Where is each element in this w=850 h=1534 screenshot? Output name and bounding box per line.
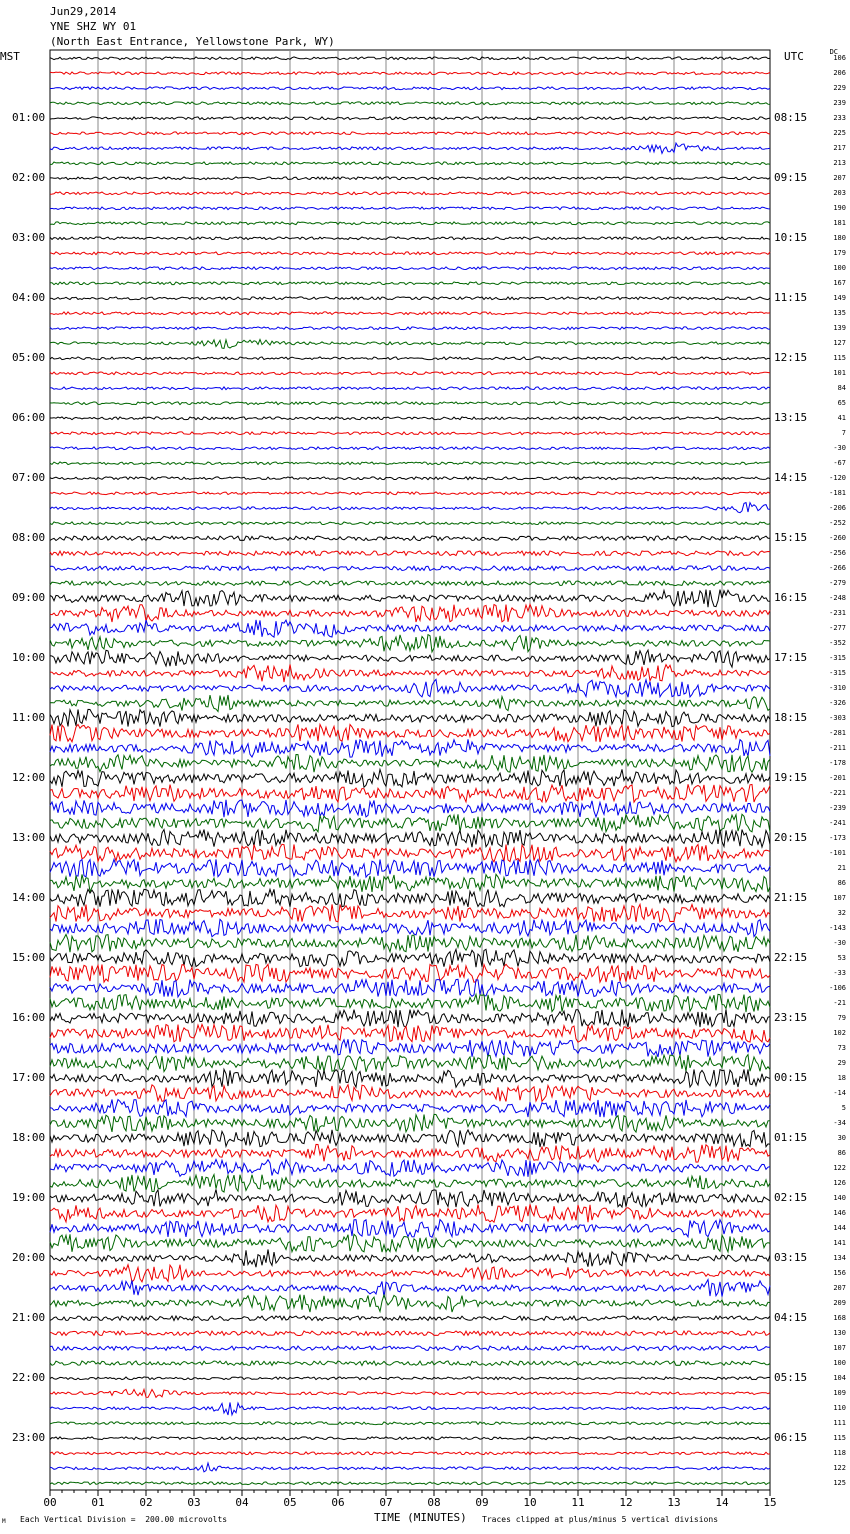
dc-offset-label: 84	[837, 384, 846, 393]
dc-offset-label: -248	[829, 594, 846, 603]
dc-offset-label: -30	[833, 939, 846, 948]
x-tick-label: 08	[427, 1496, 441, 1509]
trace-line	[50, 536, 770, 541]
dc-offset-label: 134	[833, 1254, 846, 1263]
trace-line	[50, 492, 770, 495]
mst-hour-label: 04:00	[12, 291, 46, 305]
trace-line	[50, 477, 770, 480]
dc-offset-label: -181	[829, 489, 846, 498]
dc-offset-label: 140	[833, 1194, 846, 1203]
dc-offset-label: 146	[833, 1209, 846, 1218]
trace-line	[50, 1100, 770, 1118]
dc-offset-label: 213	[833, 159, 846, 168]
x-tick-label: 12	[619, 1496, 633, 1509]
trace-line	[50, 635, 770, 652]
mst-hour-label: 19:00	[12, 1191, 46, 1205]
x-tick-label: 07	[379, 1496, 393, 1509]
trace-line	[50, 604, 770, 622]
x-tick-label: 13	[667, 1496, 681, 1509]
utc-hour-label: 23:15	[774, 1011, 808, 1025]
dc-offset-label: 180	[833, 234, 846, 243]
trace-line	[50, 874, 770, 892]
trace-line	[50, 402, 770, 405]
dc-offset-label: 107	[833, 1344, 846, 1353]
trace-line	[50, 192, 770, 195]
trace-line	[50, 1189, 770, 1207]
trace-line	[50, 1010, 770, 1028]
trace-line	[50, 1422, 770, 1425]
mst-hour-label: 11:00	[12, 711, 46, 725]
x-tick-label: 15	[763, 1496, 777, 1509]
dc-offset-label: -201	[829, 774, 846, 783]
utc-hour-label: 21:15	[774, 891, 808, 905]
dc-offset-label: 122	[833, 1164, 846, 1173]
trace-line	[50, 1024, 770, 1042]
dc-offset-label: 109	[833, 1389, 846, 1398]
dc-offset-label: -279	[829, 579, 846, 588]
utc-hour-label: 15:15	[774, 531, 808, 545]
trace-line	[50, 327, 770, 330]
trace-line	[50, 222, 770, 225]
dc-offset-label: 86	[837, 1149, 846, 1158]
mst-hour-label: 23:00	[12, 1431, 46, 1445]
dc-offset-label: 102	[833, 1029, 846, 1038]
mst-hour-label: 22:00	[12, 1371, 46, 1385]
mst-hour-label: 16:00	[12, 1011, 46, 1025]
trace-line	[50, 650, 770, 667]
x-tick-label: 04	[235, 1496, 249, 1509]
mst-hour-label: 15:00	[12, 951, 46, 965]
trace-line	[50, 387, 770, 390]
dc-offset-label: 209	[833, 1299, 846, 1308]
trace-line	[50, 1452, 770, 1455]
dc-offset-label: -252	[829, 519, 846, 528]
trace-line	[50, 72, 770, 75]
trace-line	[50, 1265, 770, 1282]
mst-hour-label: 08:00	[12, 531, 46, 545]
dc-offset-label: -206	[829, 504, 846, 513]
station-id: YNE SHZ WY 01	[50, 20, 137, 33]
dc-offset-label: 206	[833, 69, 846, 78]
dc-offset-label: 225	[833, 129, 846, 138]
trace-line	[50, 964, 770, 982]
dc-offset-label: 32	[837, 909, 846, 918]
dc-offset-label: 21	[837, 864, 846, 873]
trace-line	[50, 994, 770, 1012]
trace-line	[50, 739, 770, 757]
trace-line	[50, 1463, 770, 1472]
dc-title: DC	[829, 48, 838, 56]
trace-line	[50, 814, 770, 832]
dc-offset-label: -33	[833, 969, 846, 978]
x-tick-label: 06	[331, 1496, 345, 1509]
trace-line	[50, 904, 770, 921]
dc-offset-label: 65	[837, 399, 846, 408]
dc-offset-label: 144	[833, 1224, 846, 1233]
utc-hour-label: 22:15	[774, 951, 808, 965]
dc-offset-label: -241	[829, 819, 846, 828]
trace-line	[50, 581, 770, 586]
dc-offset-label: 207	[833, 174, 846, 183]
trace-line	[50, 590, 770, 608]
dc-offset-label: -30	[833, 444, 846, 453]
dc-offset-label: 79	[837, 1014, 846, 1023]
trace-line	[50, 724, 770, 742]
dc-offset-label: 7	[841, 429, 846, 438]
utc-hour-label: 13:15	[774, 411, 808, 425]
trace-line	[50, 1377, 770, 1380]
utc-hour-label: 06:15	[774, 1431, 808, 1445]
trace-line	[50, 1389, 770, 1397]
trace-line	[50, 447, 770, 450]
trace-line	[50, 503, 770, 513]
trace-line	[50, 859, 770, 877]
trace-line	[50, 949, 770, 967]
dc-offset-label: 104	[833, 1374, 846, 1383]
utc-hour-label: 03:15	[774, 1251, 808, 1265]
trace-line	[50, 1331, 770, 1336]
dc-offset-label: 156	[833, 1269, 846, 1278]
utc-hour-label: 17:15	[774, 651, 808, 665]
dc-offset-label: -277	[829, 624, 846, 633]
mst-hour-label: 18:00	[12, 1131, 46, 1145]
trace-line	[50, 1402, 770, 1415]
dc-offset-label: 217	[833, 144, 846, 153]
trace-line	[50, 1130, 770, 1147]
trace-line	[50, 769, 770, 787]
trace-line	[50, 237, 770, 240]
trace-line	[50, 709, 770, 726]
trace-line	[50, 1361, 770, 1366]
trace-line	[50, 57, 770, 60]
trace-line	[50, 297, 770, 300]
dc-offset-label: 130	[833, 1329, 846, 1338]
dc-offset-label: 190	[833, 204, 846, 213]
dc-offset-label: 101	[833, 369, 846, 378]
trace-line	[50, 1204, 770, 1222]
dc-offset-label: 110	[833, 1404, 846, 1413]
trace-line	[50, 1159, 770, 1176]
dc-offset-label: -281	[829, 729, 846, 738]
dc-offset-label: 135	[833, 309, 846, 318]
dc-offset-label: 29	[837, 1059, 846, 1068]
right-axis-title: UTC	[784, 50, 804, 63]
dc-offset-label: -34	[833, 1119, 846, 1128]
trace-line	[50, 522, 770, 525]
station-location: (North East Entrance, Yellowstone Park, WY)	[50, 35, 335, 48]
utc-hour-label: 19:15	[774, 771, 808, 785]
dc-offset-label: 118	[833, 1449, 846, 1458]
trace-line	[50, 1220, 770, 1238]
trace-line	[50, 664, 770, 682]
mst-hour-label: 12:00	[12, 771, 46, 785]
trace-line	[50, 87, 770, 90]
dc-offset-label: 149	[833, 294, 846, 303]
trace-line	[50, 620, 770, 637]
mst-hour-label: 10:00	[12, 651, 46, 665]
mst-hour-label: 13:00	[12, 831, 46, 845]
trace-line	[50, 102, 770, 105]
trace-line	[50, 267, 770, 270]
dc-offset-label: -239	[829, 804, 846, 813]
mst-hour-label: 03:00	[12, 231, 46, 245]
trace-line	[50, 462, 770, 465]
x-tick-label: 10	[523, 1496, 537, 1509]
dc-offset-label: 125	[833, 1479, 846, 1488]
utc-hour-label: 01:15	[774, 1131, 808, 1145]
utc-hour-label: 04:15	[774, 1311, 808, 1325]
trace-line	[50, 143, 770, 153]
clip-note: Traces clipped at plus/minus 5 vertical divisions	[482, 1515, 719, 1524]
chart-date: Jun29,2014	[50, 5, 117, 18]
trace-line	[50, 162, 770, 165]
plot-frame	[50, 50, 770, 1490]
dc-offset-label: -221	[829, 789, 846, 798]
trace-line	[50, 1295, 770, 1313]
trace-line	[50, 695, 770, 712]
dc-offset-label: -120	[829, 474, 846, 483]
trace-line	[50, 1114, 770, 1132]
dc-offset-label: -178	[829, 759, 846, 768]
utc-hour-label: 05:15	[774, 1371, 808, 1385]
trace-line	[50, 979, 770, 997]
dc-offset-label: 127	[833, 339, 846, 348]
x-tick-label: 01	[91, 1496, 105, 1509]
trace-line	[50, 934, 770, 952]
dc-offset-label: 126	[833, 1179, 846, 1188]
dc-offset-label: 179	[833, 249, 846, 258]
dc-offset-label: 168	[833, 1314, 846, 1323]
x-tick-label: 11	[571, 1496, 585, 1509]
dc-offset-label: 30	[837, 1134, 846, 1143]
trace-line	[50, 432, 770, 435]
trace-line	[50, 1280, 770, 1298]
dc-offset-label: 73	[837, 1044, 846, 1053]
dc-offset-label: -211	[829, 744, 846, 753]
dc-offset-label: 115	[833, 1434, 846, 1443]
trace-line	[50, 551, 770, 556]
utc-hour-label: 14:15	[774, 471, 808, 485]
mst-hour-label: 14:00	[12, 891, 46, 905]
utc-hour-label: 12:15	[774, 351, 808, 365]
dc-offset-label: -310	[829, 684, 846, 693]
dc-offset-label: 207	[833, 1284, 846, 1293]
trace-line	[50, 357, 770, 360]
corner-mark: M	[2, 1518, 6, 1525]
trace-line	[50, 1055, 770, 1072]
trace-line	[50, 282, 770, 285]
dc-offset-label: 111	[833, 1419, 846, 1428]
dc-offset-label: -352	[829, 639, 846, 648]
trace-line	[50, 1250, 770, 1268]
dc-offset-label: 41	[837, 414, 846, 423]
trace-line	[50, 755, 770, 773]
trace-line	[50, 117, 770, 120]
x-tick-label: 02	[139, 1496, 153, 1509]
trace-line	[50, 1144, 770, 1162]
dc-offset-label: 229	[833, 84, 846, 93]
trace-line	[50, 132, 770, 135]
mst-hour-label: 07:00	[12, 471, 46, 485]
trace-line	[50, 1069, 770, 1087]
dc-offset-label: -266	[829, 564, 846, 573]
mst-hour-label: 17:00	[12, 1071, 46, 1085]
dc-offset-label: 122	[833, 1464, 846, 1473]
mst-hour-label: 06:00	[12, 411, 46, 425]
trace-line	[50, 1085, 770, 1102]
trace-line	[50, 177, 770, 180]
dc-offset-label: 107	[833, 894, 846, 903]
trace-line	[50, 919, 770, 936]
dc-offset-label: 5	[841, 1104, 846, 1113]
dc-offset-label: -14	[833, 1089, 846, 1098]
trace-line	[50, 340, 770, 349]
dc-offset-label: 233	[833, 114, 846, 123]
trace-line	[50, 1346, 770, 1351]
trace-line	[50, 679, 770, 697]
dc-offset-label: 167	[833, 279, 846, 288]
trace-line	[50, 1039, 770, 1057]
trace-line	[50, 252, 770, 255]
utc-hour-label: 20:15	[774, 831, 808, 845]
trace-line	[50, 1316, 770, 1321]
dc-offset-label: -303	[829, 714, 846, 723]
utc-hour-label: 18:15	[774, 711, 808, 725]
trace-line	[50, 1437, 770, 1440]
dc-offset-label: 86	[837, 879, 846, 888]
dc-offset-label: 181	[833, 219, 846, 228]
dc-offset-label: -256	[829, 549, 846, 558]
dc-offset-label: -21	[833, 999, 846, 1008]
dc-offset-label: -143	[829, 924, 846, 933]
mst-hour-label: 09:00	[12, 591, 46, 605]
trace-line	[50, 1482, 770, 1485]
mst-hour-label: 21:00	[12, 1311, 46, 1325]
dc-offset-label: 115	[833, 354, 846, 363]
dc-offset-label: 141	[833, 1239, 846, 1248]
dc-offset-label: -260	[829, 534, 846, 543]
mst-hour-label: 05:00	[12, 351, 46, 365]
x-tick-label: 14	[715, 1496, 729, 1509]
dc-offset-label: -101	[829, 849, 846, 858]
dc-offset-label: -67	[833, 459, 846, 468]
trace-line	[50, 1234, 770, 1252]
left-axis-title: MST	[0, 50, 20, 63]
dc-offset-label: -231	[829, 609, 846, 618]
trace-line	[50, 207, 770, 210]
dc-offset-label: 239	[833, 99, 846, 108]
mst-hour-label: 02:00	[12, 171, 46, 185]
dc-offset-label: -326	[829, 699, 846, 708]
dc-offset-label: -315	[829, 669, 846, 678]
utc-hour-label: 08:15	[774, 111, 808, 125]
x-tick-label: 09	[475, 1496, 489, 1509]
utc-hour-label: 11:15	[774, 291, 808, 305]
x-tick-label: 05	[283, 1496, 297, 1509]
x-tick-label: 00	[43, 1496, 57, 1509]
dc-offset-label: 106	[833, 54, 846, 63]
scale-note: Each Vertical Division = 200.00 microvolts	[20, 1515, 228, 1524]
dc-offset-label: 100	[833, 264, 846, 273]
utc-hour-label: 16:15	[774, 591, 808, 605]
utc-hour-label: 10:15	[774, 231, 808, 245]
trace-line	[50, 566, 770, 571]
x-axis-label: TIME (MINUTES)	[374, 1511, 467, 1524]
trace-line	[50, 889, 770, 907]
trace-line	[50, 844, 770, 862]
trace-line	[50, 830, 770, 848]
dc-offset-label: -106	[829, 984, 846, 993]
utc-hour-label: 00:15	[774, 1071, 808, 1085]
dc-offset-label: -173	[829, 834, 846, 843]
trace-line	[50, 800, 770, 817]
utc-hour-label: 09:15	[774, 171, 808, 185]
dc-offset-label: 139	[833, 324, 846, 333]
dc-offset-label: 53	[837, 954, 846, 963]
trace-line	[50, 784, 770, 802]
dc-offset-label: 100	[833, 1359, 846, 1368]
trace-line	[50, 312, 770, 315]
dc-offset-label: 18	[837, 1074, 846, 1083]
utc-hour-label: 02:15	[774, 1191, 808, 1205]
trace-line	[50, 372, 770, 375]
trace-line	[50, 417, 770, 420]
mst-hour-label: 01:00	[12, 111, 46, 125]
dc-offset-label: -315	[829, 654, 846, 663]
mst-hour-label: 20:00	[12, 1251, 46, 1265]
dc-offset-label: 203	[833, 189, 846, 198]
x-tick-label: 03	[187, 1496, 201, 1509]
